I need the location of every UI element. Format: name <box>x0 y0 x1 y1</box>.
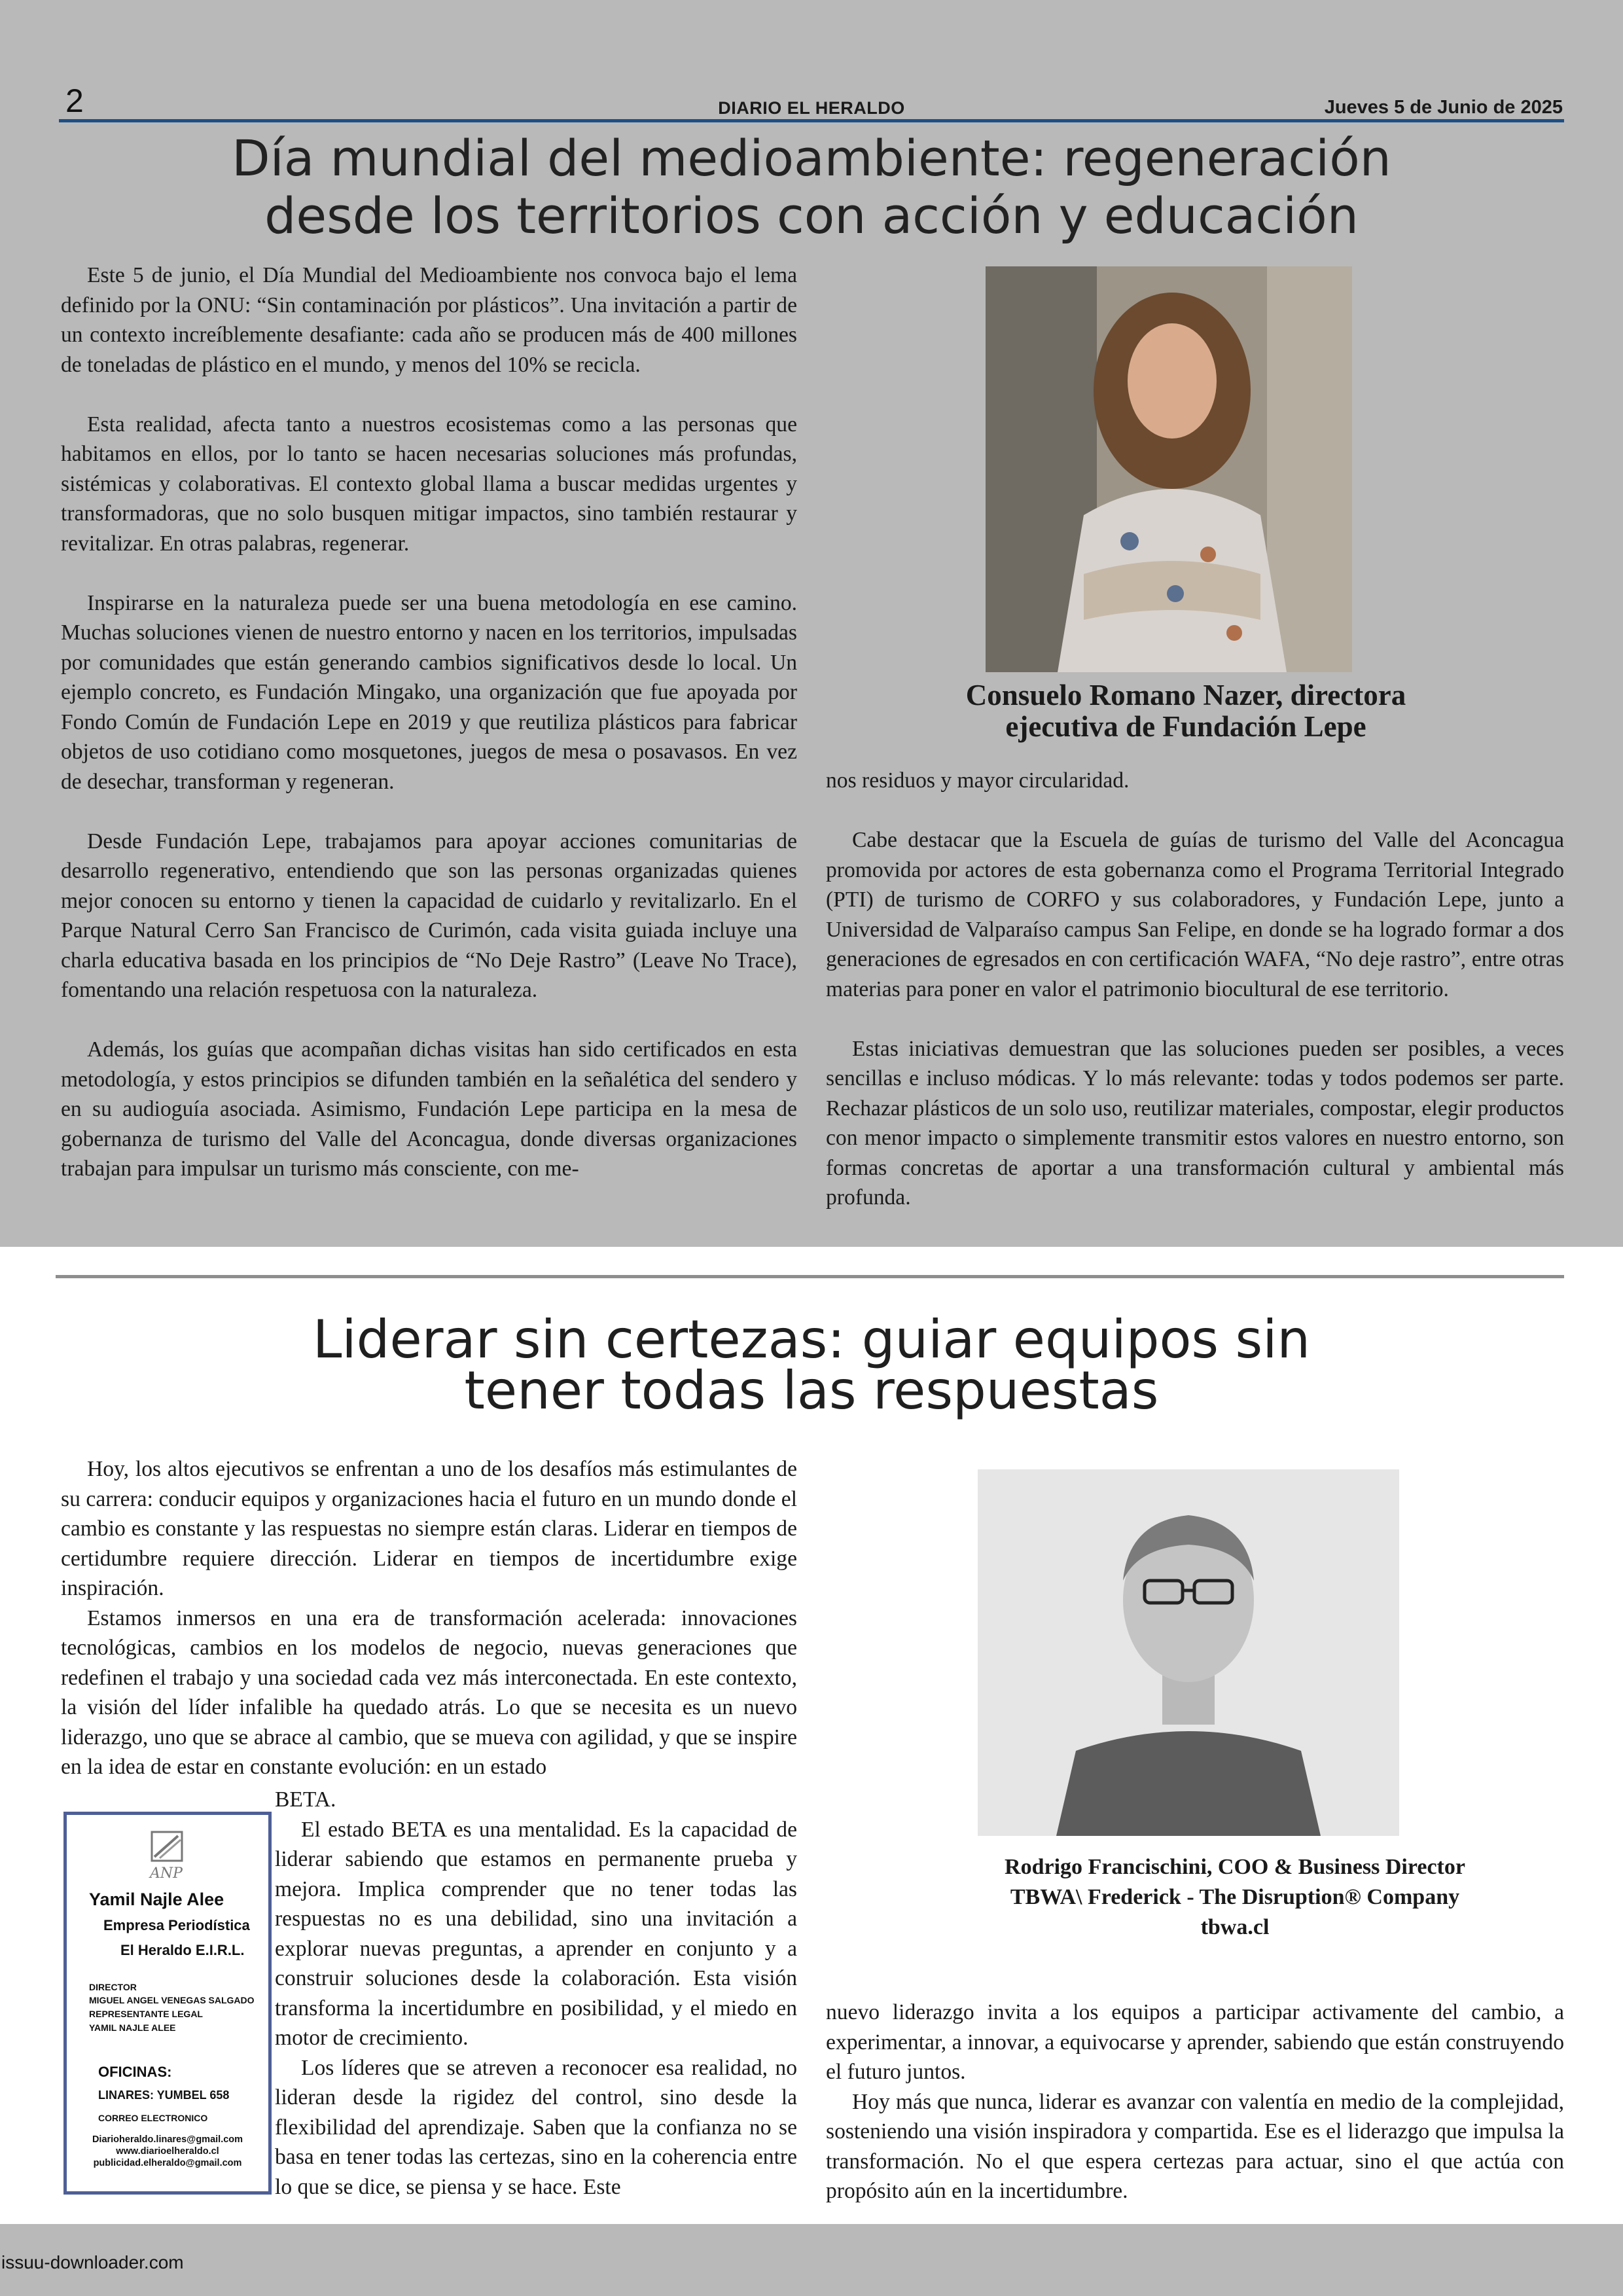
article1-left-column <box>61 260 797 1184</box>
article1-headline-line1: Día mundial del medioambiente: regeneración <box>232 129 1391 187</box>
masthead-email1: Diarioheraldo.linares@gmail.com <box>92 2134 243 2145</box>
masthead-website: www.diarioelheraldo.cl <box>116 2146 219 2157</box>
article2-caption-line2: TBWA\ Frederick - The Disruption® Company <box>1010 1885 1460 1909</box>
masthead-offices-value: LINARES: YUMBEL 658 <box>98 2089 230 2102</box>
masthead-email2: publicidad.elheraldo@gmail.com <box>93 2158 242 2168</box>
masthead-legal-name: YAMIL NAJLE ALEE <box>89 2022 176 2033</box>
article2-headline-line2: tener todas las respuestas <box>464 1360 1159 1421</box>
article1-right-column <box>826 766 1564 1213</box>
article1-caption-line2: ejecutiva de Fundación Lepe <box>1005 710 1366 743</box>
article2-caption-line3: tbwa.cl <box>1200 1915 1270 1939</box>
article1-paragraph: Desde Fundación Lepe, trabajamos para apoyar acciones comunitarias de desarrollo regenerativo, entendiendo que son las personas organizadas quienes mejor conocen su entorno y tienen la capacidad de cuidarlo y revitalizarlo. En el Parque Natural Cerro San Francisco de Curimón, cada visita guiada incluye una charla educativa basada en los principios de “No Deje Rastro” (Leave No Trace), fomentando una relación respetuosa con la naturaleza. <box>61 829 797 1002</box>
masthead-legal-label: REPRESENTANTE LEGAL <box>89 2009 203 2019</box>
article1-caption-line1: Consuelo Romano Nazer, directora <box>965 679 1406 711</box>
article2-left-column <box>61 1454 797 1782</box>
article2-caption-line1: Rodrigo Francischini, COO & Business Director <box>1005 1855 1465 1879</box>
article2-paragraph: nuevo liderazgo invita a los equipos a participar activamente del cambio, a experimentar, a innovar, a equivocarse y aprender, sabiendo que están construyendo el futuro juntos. <box>826 2000 1564 2084</box>
article2-photo-caption <box>826 1852 1623 1943</box>
article1-paragraph: Inspirarse en la naturaleza puede ser una buena metodología en ese camino. Muchas soluciones vienen de nuestro entorno y nacen en los territorios, impulsadas por comunidades que están generando cambios significativos desde lo local. Un ejemplo concreto, es Fundación Mingako, una organización que fue apoyada por Fondo Común de Fundación Lepe en 2019 y que reutiliza plásticos para fabricar objetos de uso cotidiano como mosquetones, juegos de mesa o posavasos. En vez de desechar, transforman y regeneran. <box>61 590 797 794</box>
masthead-offices-label: OFICINAS: <box>98 2064 172 2080</box>
masthead-email-label: CORREO ELECTRONICO <box>98 2113 208 2123</box>
page-number: 2 <box>65 82 84 119</box>
article1-paragraph: Esta realidad, afecta tanto a nuestros ecosistemas como a las personas que habitamos en ellos, por lo tanto se hacen necesarias soluciones más profundas, sistémicas y colaborativas. El contexto global llama a buscar medidas urgentes y transformadoras, que no solo busquen mitigar impactos, sino también restaurar y revitalizar. En otras palabras, regenerar. <box>61 412 797 556</box>
article1-headline-line2: desde los territorios con acción y educación <box>264 187 1359 245</box>
masthead-company-line1: Empresa Periodística <box>103 1917 250 1933</box>
portrait-illustration <box>986 266 1352 672</box>
photo-rodrigo-francischini <box>978 1469 1399 1836</box>
anp-logo-icon <box>140 1831 192 1884</box>
article2-right-column <box>826 1998 1564 2206</box>
article1-paragraph: Este 5 de junio, el Día Mundial del Medioambiente nos convoca bajo el lema definido por la ONU: “Sin contaminación por plásticos”. Una invitación a partir de un contexto increíblemente desafiante: cada año se producen más de 400 millones de toneladas de plástico en el mundo, y menos del 10% se recicla. <box>61 263 797 377</box>
portrait-illustration <box>978 1469 1399 1836</box>
masthead-name: Yamil Najle Alee <box>89 1890 224 1909</box>
masthead-company-line2: El Heraldo E.I.R.L. <box>120 1942 245 1958</box>
masthead-box <box>63 1812 272 2195</box>
article2-headline <box>0 1309 1623 1421</box>
issue-date: Jueves 5 de Junio de 2025 <box>1324 97 1563 118</box>
watermark-text: issuu-downloader.com <box>1 2252 184 2272</box>
article2-paragraph: Hoy más que nunca, liderar es avanzar con valentía en medio de la complejidad, sosteniendo una visión inspiradora y compartida. Ese es el liderazgo que impulsa la transformación. No el que espera certezas para actuar, sino el que actúa con propósito aún en la incertidumbre. <box>826 2089 1564 2203</box>
footer-bar <box>0 2224 1623 2296</box>
article2-headline-line1: Liderar sin certezas: guiar equipos sin <box>312 1309 1311 1370</box>
article1-paragraph: Estas iniciativas demuestran que las soluciones pueden ser posibles, a veces sencillas e incluso módicas. Y lo más relevante: todas y todos podemos ser parte. Rechazar plásticos de un solo uso, reutilizar materiales, compostar, elegir productos con menor impacto o simplemente transmitir estos valores en nuestro entorno, son formas concretas de aportar a una transformación cultural y ambiental más profunda. <box>826 1036 1564 1210</box>
article2-narrow-column <box>275 1785 797 2202</box>
newspaper-name: DIARIO EL HERALDO <box>718 98 905 118</box>
article2-paragraph: El estado BETA es una mentalidad. Es la capacidad de liderar sabiendo que estamos en permanente prueba y mejora. Implica comprender que no tener todas las respuestas no es una debilidad, sino una invitación a explorar nuevas preguntas, a aprender en conjunto y a construir soluciones desde la colaboración. Esta visión transforma la incertidumbre en posibilidad, y el miedo en motor de crecimiento. <box>275 1817 797 2050</box>
photo-consuelo-romano <box>986 266 1352 672</box>
article1-photo-caption <box>826 679 1546 742</box>
article1-paragraph: Cabe destacar que la Escuela de guías de turismo del Valle del Aconcagua promovida por actores de esta gobernanza como el Programa Territorial Integrado (PTI) de turismo de CORFO y sus colaboradores, y Fundación Lepe, junto a Universidad de Valparaíso campus San Felipe, en donde se ha logrado formar a dos generaciones de egresados en con certificación WAFA, “No deje rastro”, entre otras materias para poner en valor el patrimonio biocultural de ese territorio. <box>826 828 1564 1001</box>
section-divider <box>56 1275 1564 1278</box>
masthead-director-name: MIGUEL ANGEL VENEGAS SALGADO <box>89 1995 255 2005</box>
masthead-contacts <box>67 2134 268 2169</box>
article2-paragraph: BETA. <box>275 1787 336 1812</box>
article2-paragraph: Estamos inmersos en una era de transformación acelerada: innovaciones tecnológicas, cambios en los modelos de negocio, nuevas generaciones que redefinen el trabajo y una sociedad cada vez más interconectada. En este contexto, la visión del líder infalible ha quedado atrás. Lo que se necesita es un nuevo liderazgo, uno que se abrace al cambio, que se mueva con agilidad, y que se inspire en la idea de estar en constante evolución: en un estado <box>61 1605 797 1779</box>
article1-paragraph: nos residuos y mayor circularidad. <box>826 768 1130 793</box>
article2-paragraph: Los líderes que se atreven a reconocer esa realidad, no lideran desde la rigidez del control, sino desde la flexibilidad del aprendizaje. Saben que la confianza no se basa en tener todas las certezas, sino en la coherencia entre lo que se dice, se piensa y se hace. Este <box>275 2055 797 2199</box>
article1-paragraph: Además, los guías que acompañan dichas visitas han sido certificados en esta metodología, y estos principios se difunden también en la señalética del sendero y en su audioguía asociada. Asimismo, Fundación Lepe participa en la mesa de gobernanza de turismo del Valle del Aconcagua, donde diversas organizaciones trabajan para impulsar un turismo más consciente, con me- <box>61 1037 797 1181</box>
header-rule <box>59 119 1564 122</box>
article2-paragraph: Hoy, los altos ejecutivos se enfrentan a uno de los desafíos más estimulantes de su carrera: conducir equipos y organizaciones hacia el futuro en un mundo donde el cambio es constante y las respuestas no siempre están claras. Liderar en tiempos de certidumbre requiere dirección. Liderar en tiempos de incertidumbre exige inspiración. <box>61 1457 797 1600</box>
masthead-director-label: DIRECTOR <box>89 1982 137 1992</box>
article1-headline <box>0 130 1623 245</box>
anp-logo-text: ANP <box>150 1865 183 1882</box>
